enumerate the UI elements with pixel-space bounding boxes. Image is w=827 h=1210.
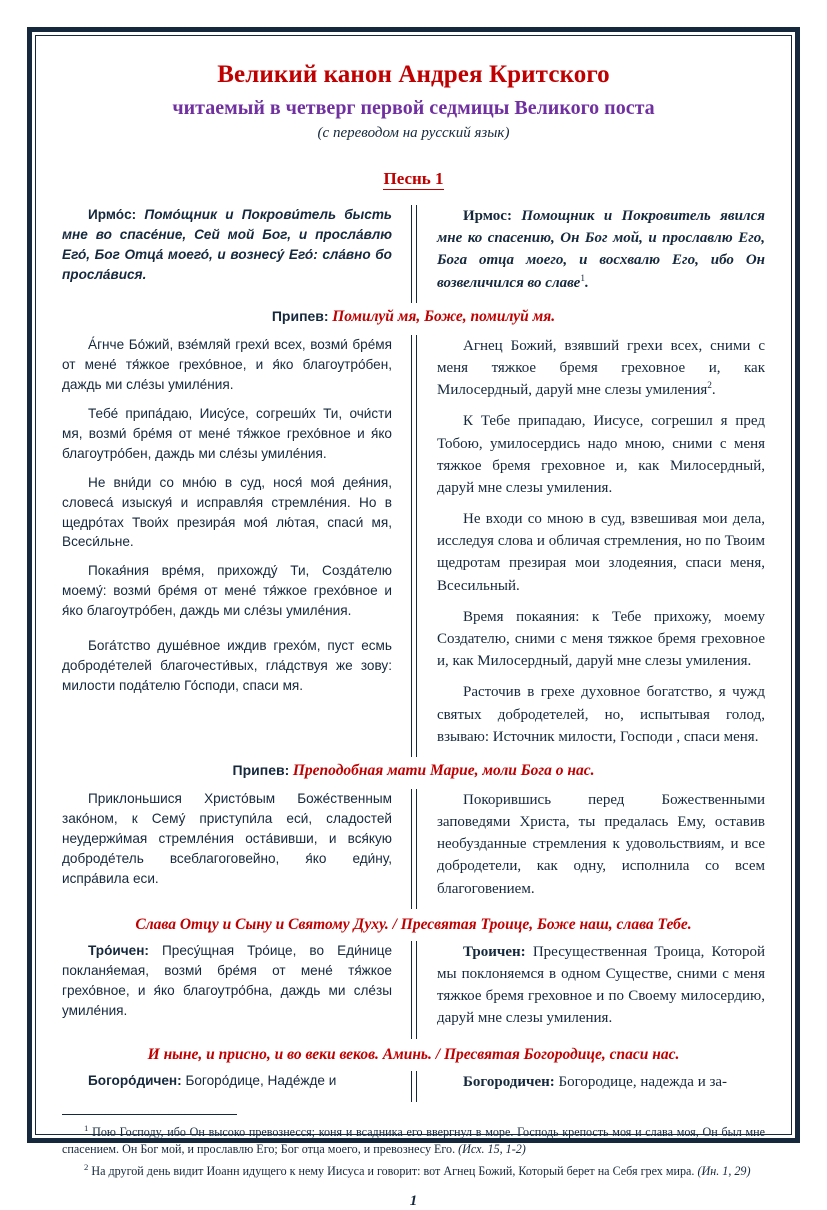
irmos-tail-russian: . bbox=[585, 274, 589, 291]
footnote-2-marker: 2 bbox=[84, 1162, 89, 1173]
bogorodichen-body-slavonic: Богоро́дице, Наде́жде и bbox=[185, 1072, 337, 1088]
bogorodichen-label-russian: Богородичен: bbox=[463, 1073, 555, 1090]
page-title: Великий канон Андрея Критского bbox=[217, 61, 610, 88]
footnote-1-reference: (Исх. 15, 1-2) bbox=[458, 1141, 526, 1156]
bogorodichen-body-russian: Богородице, надежда и за- bbox=[558, 1073, 728, 1090]
column-gap bbox=[402, 789, 425, 909]
refrain-first-label: Припев: bbox=[271, 307, 329, 324]
troparion-3-russian: Не входи со мною в суд, взвешивая мои дела, исследуя слова и обличая стремления, но по Твоим щедротам презирая мои злодеяния, спаси меня, Всесильный. bbox=[437, 511, 765, 594]
troichen-label-slavonic: Тро́ичен: bbox=[88, 942, 149, 958]
troparion-5-russian: Расточив в грехе духовное богатство, я чужд святых добродетелей, но, испытывая голод, взываю: Источник милости, Господи , спаси меня. bbox=[437, 684, 765, 745]
troichen-column-russian bbox=[425, 941, 765, 1039]
footnote-2-text: На другой день видит Иоанн идущего к нему Иисуса и говорит: вот Агнец Божий, Который берет на Себя грех мира. bbox=[91, 1164, 698, 1179]
refrain-first-text: Помилуй мя, Боже, помилуй мя. bbox=[332, 307, 556, 325]
bogorodichen-russian bbox=[437, 1071, 765, 1093]
column-gap bbox=[402, 941, 425, 1039]
troparion-1-column-russian bbox=[425, 335, 765, 757]
column-divider bbox=[411, 335, 417, 757]
irmos-column-russian bbox=[425, 205, 765, 303]
troparion-2-russian: К Тебе припадаю, Иисусе, согрешил я пред Тобою, умилосердись надо мною, сними с меня тяжкое бремя греховное и, как Милосердный, даруй мне слезы умиления. bbox=[437, 413, 765, 496]
refrain-second-text: Преподобная мати Марие, моли Бога о нас. bbox=[292, 761, 595, 779]
section-bogorodichen bbox=[62, 1071, 765, 1102]
footnote-1 bbox=[62, 1122, 765, 1158]
troparion-3-slavonic: Не вни́ди со мно́ю в суд, нося́ моя́ дея́ния, словеса́ изыскуя́ и исправля́я стремле́ния. Но в щедро́тах Твои́х презира́я моя́ лю́тая, спаси́ мя, Всеси́льне. bbox=[62, 474, 392, 550]
ode-title-text: Песнь 1 bbox=[383, 169, 444, 189]
marian-column-russian bbox=[425, 789, 765, 909]
troichen-body-russian: Пресущественная Троица, Которой мы поклоняемся в одном Существе, сними с меня тяжкое бремя греховное и по Своему милосердию, даруй мне слезы умиления. bbox=[437, 943, 765, 1027]
footnote-marker-1[interactable]: 1 bbox=[580, 273, 585, 284]
section-irmos bbox=[62, 205, 765, 303]
bogorodichen-column-russian bbox=[425, 1071, 765, 1102]
troichen-russian bbox=[437, 941, 765, 1030]
refrain-second bbox=[62, 761, 765, 782]
troichen-slavonic bbox=[62, 941, 392, 1021]
troparion-2-slavonic: Тебе́ припа́даю, Иису́се, согреши́х Ти, очи́сти мя, возми́ бре́мя от мене́ тя́жкое грехо́вное и я́ко благоутро́бен, даждь ми сле́зы умиле́ния. bbox=[62, 405, 392, 461]
page-number: 1 bbox=[409, 1193, 418, 1210]
footnote-marker-2[interactable]: 2 bbox=[707, 381, 712, 392]
section-marian-troparion bbox=[62, 789, 765, 909]
bogorodichen-column-slavonic bbox=[62, 1071, 402, 1102]
troparion-1-column-slavonic bbox=[62, 335, 402, 757]
troparion-5-slavonic: Бога́тство душе́вное иждив грехо́м, пуст есмь доброде́телей благочести́вых, гла́дствуя же зову: милости пода́телю Го́споди, спаси мя. bbox=[62, 638, 392, 694]
column-divider bbox=[411, 1071, 417, 1102]
column-divider bbox=[411, 941, 417, 1039]
column-divider bbox=[411, 205, 417, 303]
page-content bbox=[62, 60, 765, 1210]
refrain-second-label: Припев: bbox=[232, 761, 290, 778]
footnote-1-marker: 1 bbox=[84, 1122, 89, 1133]
section-troichen bbox=[62, 941, 765, 1039]
troparion-4-russian: Время покаяния: к Тебе прихожу, моему Создателю, сними с меня тяжкое бремя греховное и, как Милосердный, даруй мне слезы умиления. bbox=[437, 608, 765, 670]
page-subtitle: читаемый в четверг первой седмицы Великого поста bbox=[172, 96, 655, 119]
troparion-1-russian-text: Агнец Божий, взявший грехи всех, сними с меня тяжкое бремя греховное и, как Милосердный, даруй мне слезы умиления bbox=[437, 337, 765, 399]
irmos-text-russian bbox=[437, 205, 765, 294]
bogorodichen-slavonic bbox=[62, 1071, 392, 1091]
bogorodichen-label-slavonic: Богоро́дичен: bbox=[88, 1072, 182, 1088]
page-note: (с переводом на русский язык) bbox=[317, 125, 510, 142]
troparion-4-slavonic: Покая́ния вре́мя, прихожду́ Ти, Созда́телю моему́: возми́ бре́мя от мене́ тя́жкое грехо́вное и я́ко благоутро́бен, даждь ми сле́зы умиле́ния. bbox=[62, 563, 392, 619]
troparion-1-slavonic: А́гнче Бо́жий, взе́мляй грехи́ всех, возми́ бре́мя от мене́ тя́жкое грехо́вное, и я́ко благоутро́бен, даждь ми сле́зы умиле́ния. bbox=[62, 336, 392, 392]
column-gap bbox=[402, 335, 425, 757]
refrain-first bbox=[62, 307, 765, 328]
footnote-1-text: Пою Господу, ибо Он высоко превознесся; коня и всадника его ввергнул в море. Господь крепость моя и слава моя, Он был мне спасением. Он Бог мой, и прославлю Его; Бог отца моего, и превознесу Его. bbox=[62, 1124, 765, 1156]
marian-troparion-russian: Покорившись перед Божественными заповедями Христа, ты предалась Ему, оставив необузданные стремления к удовольствиям, и все добродетели, как одну, исполнила со всем благоговением. bbox=[437, 791, 765, 897]
footnote-2 bbox=[62, 1161, 765, 1180]
irmos-body-slavonic: Помо́щник и Покрови́тель бысть мне во спасе́ние, Сей мой Бог, и просла́влю Его́, Бог Отца́ моего́, и вознесу́ Его́: сла́вно бо просла́вися. bbox=[62, 207, 393, 282]
marian-troparion-slavonic: Приклоньшися Христо́вым Боже́ственным зако́ном, к Сему́ приступи́ла еси́, сладостей неудержи́мая стремле́ния оста́вивши, и вся́кую доброде́тель всеблагоговейно, я́ко еди́ну, испра́вила еси. bbox=[62, 790, 392, 886]
footnote-separator bbox=[62, 1114, 237, 1115]
ode-title bbox=[62, 169, 765, 189]
irmos-label-slavonic: Ирмо́с: bbox=[88, 207, 137, 223]
doxology-now-and-ever: И ныне, и присно, и во веки веков. Аминь. / Пресвятая Богородице, спаси нас. bbox=[147, 1045, 680, 1063]
irmos-column-slavonic bbox=[62, 205, 402, 303]
column-divider bbox=[411, 789, 417, 909]
doxology-glory: Слава Отцу и Сыну и Святому Духу. / Пресвятая Троице, Боже наш, слава Тебе. bbox=[135, 915, 692, 933]
marian-column-slavonic bbox=[62, 789, 402, 909]
irmos-text-slavonic bbox=[62, 205, 392, 285]
section-troparion-1 bbox=[62, 335, 765, 757]
footnote-2-reference: (Ин. 1, 29) bbox=[697, 1164, 751, 1179]
troichen-body-slavonic: Пресу́щная Тро́ице, во Еди́нице покланя́емая, возми́ бре́мя от мене́ тя́жкое грехо́вное, и я́ко благоутро́бна, даждь ми сле́зы умиле́ния. bbox=[62, 942, 393, 1018]
troichen-label-russian: Троичен: bbox=[463, 943, 526, 960]
footnotes-block bbox=[62, 1122, 765, 1181]
irmos-body-russian: Помощник и Покровитель явился мне ко спасению, Он Бог мой, и прославлю Его, Бога отца моего, и восхвалю Его, ибо Он возвеличился во славе bbox=[437, 208, 765, 291]
troichen-column-slavonic bbox=[62, 941, 402, 1039]
column-gap bbox=[402, 205, 425, 303]
troparion-1-russian-tail: . bbox=[711, 382, 716, 399]
irmos-label-russian: Ирмос: bbox=[463, 208, 512, 225]
column-gap bbox=[402, 1071, 425, 1102]
troparion-1-russian bbox=[437, 335, 765, 402]
